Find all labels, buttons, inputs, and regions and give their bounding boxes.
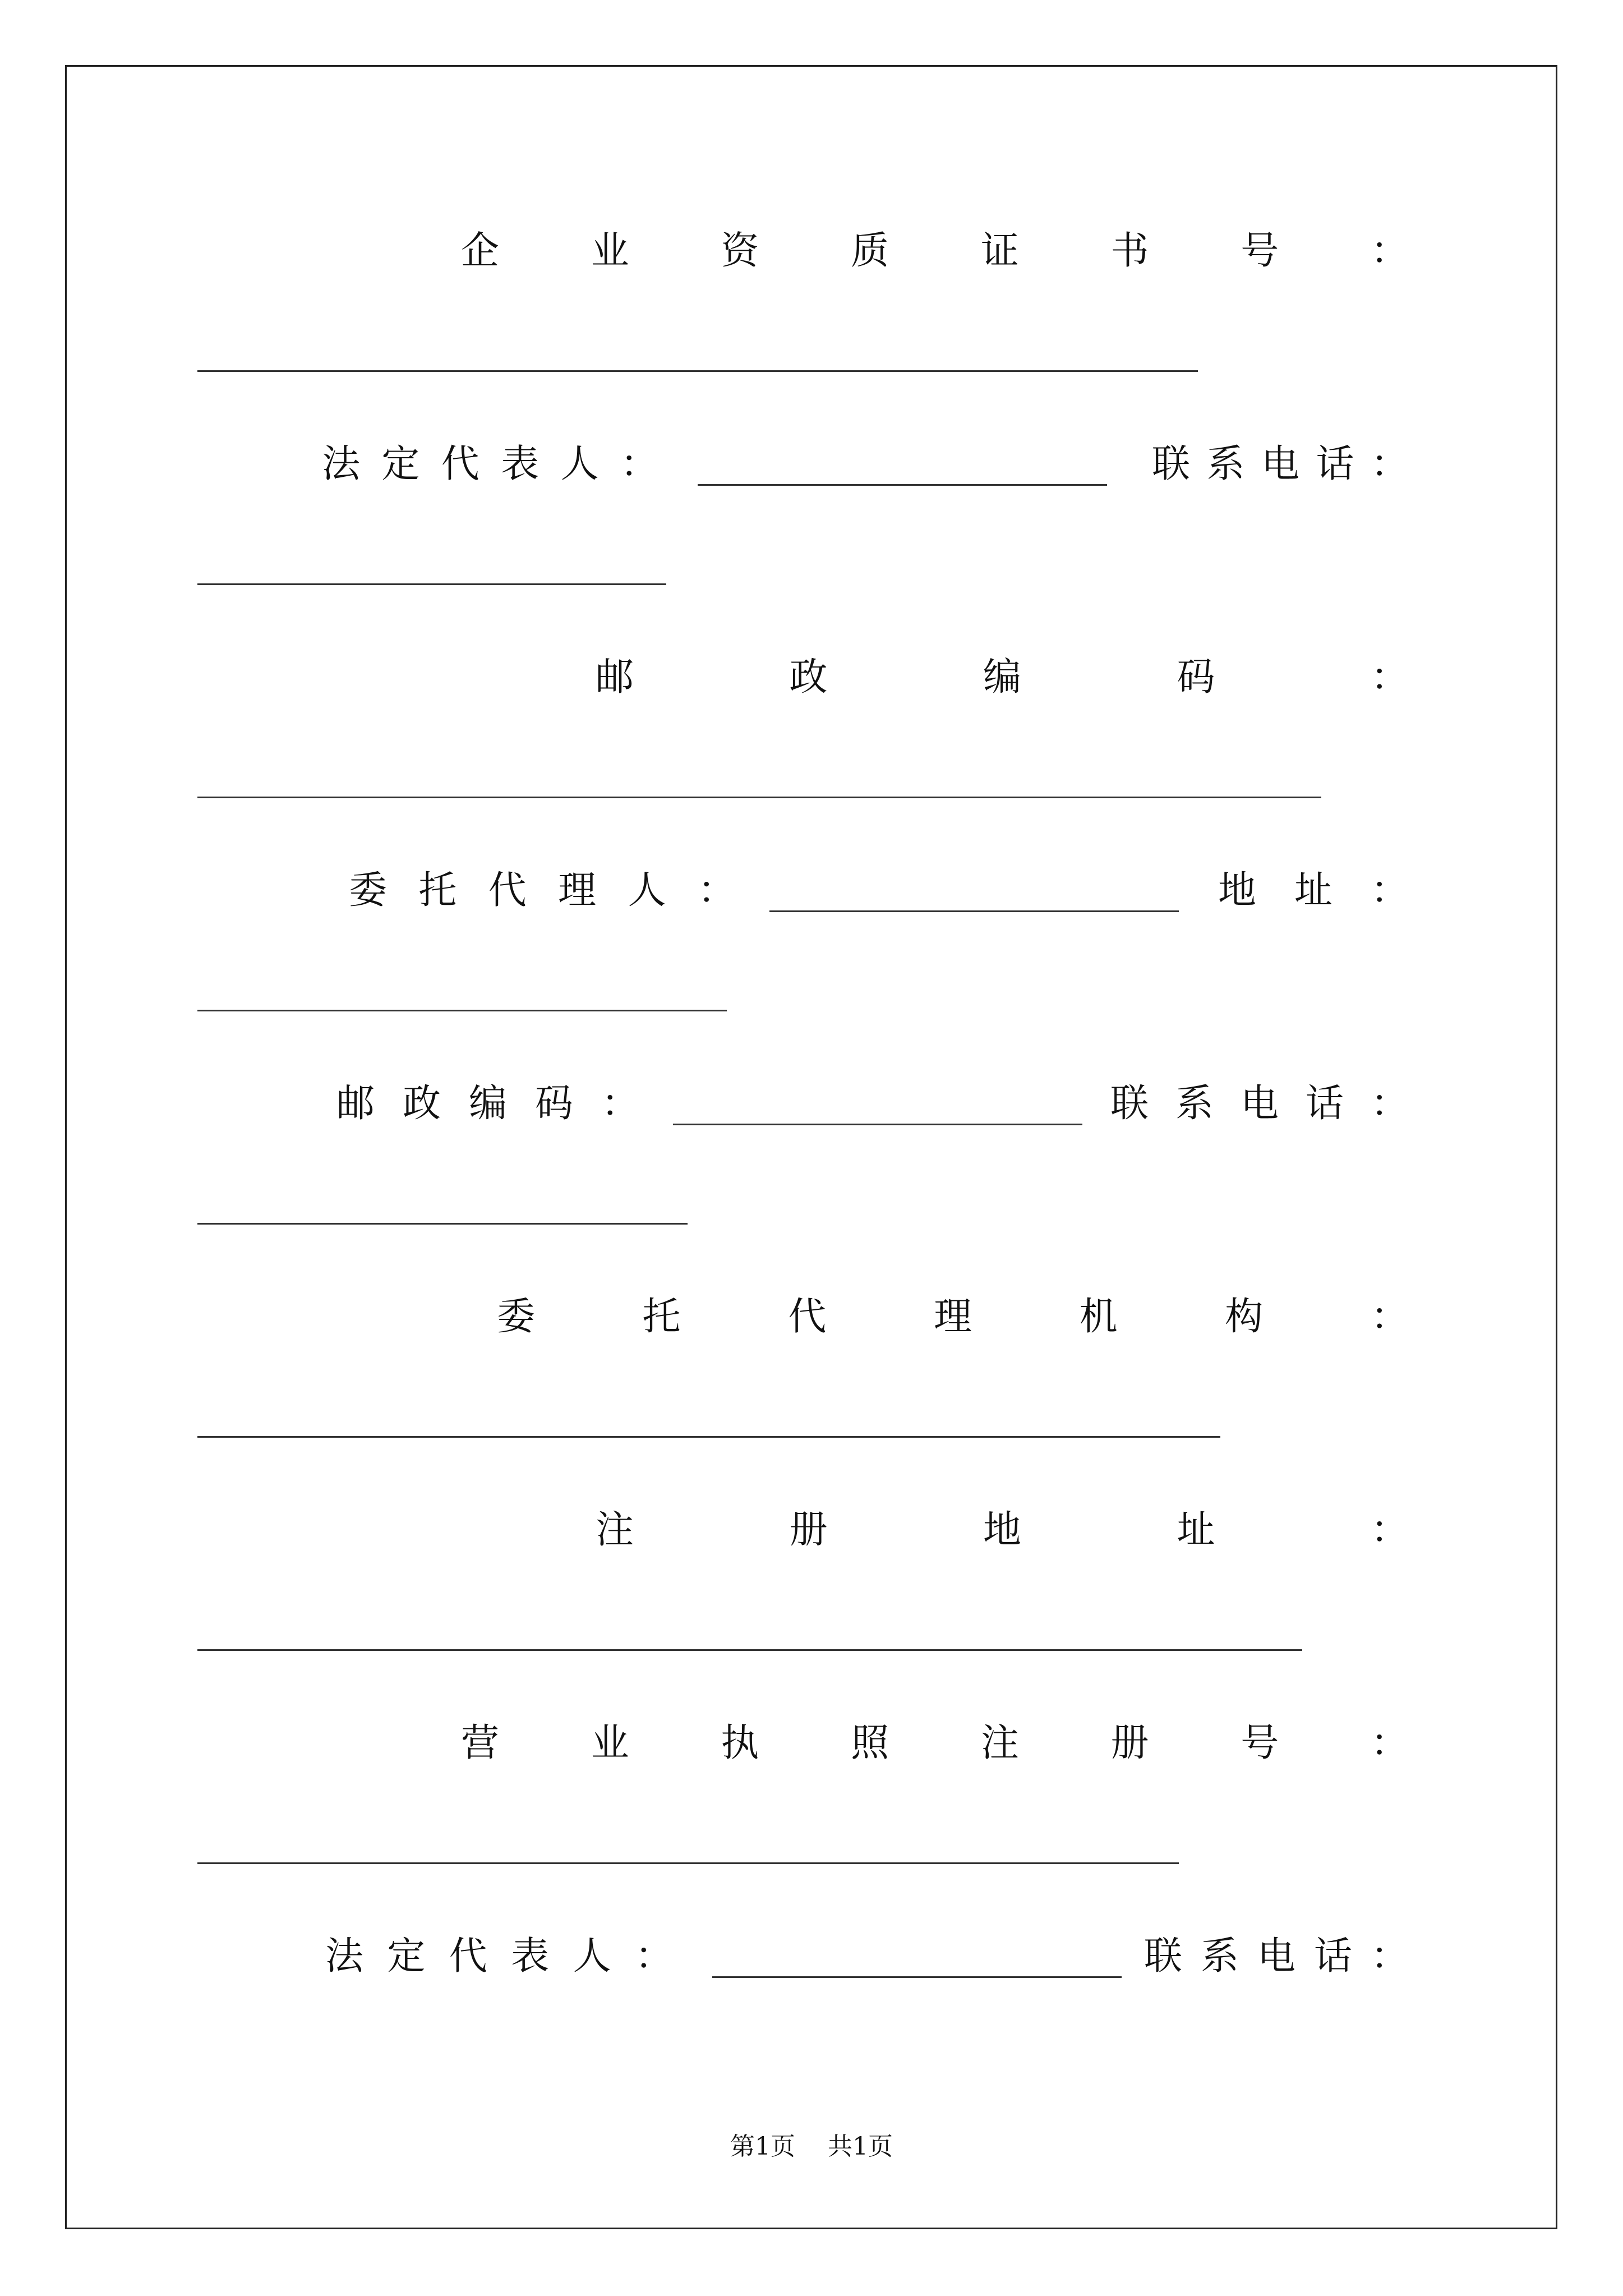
field-qualification-cert-no (197, 218, 1409, 285)
field-label: 企 业 资 质 证 书 号 ： (461, 229, 1409, 273)
page-footer (0, 2126, 1623, 2162)
blank-line[interactable] (197, 1436, 1220, 1438)
blank-line[interactable] (197, 583, 666, 585)
field-label: 邮 政 编 码 ： (336, 1082, 639, 1126)
blank-line[interactable] (197, 1649, 1302, 1651)
legal-rep-input[interactable] (698, 450, 1107, 486)
field-label: 委 托 代 理 人 ： (349, 868, 736, 913)
agent-input[interactable] (769, 877, 1179, 912)
field-label: 地 址 ： (1218, 868, 1409, 913)
page-number: 第1页 (730, 2132, 795, 2161)
blank-line[interactable] (197, 1223, 688, 1225)
field-label: 注 册 地 址 ： (596, 1508, 1409, 1552)
blank-line[interactable] (197, 797, 1321, 798)
page-total: 共1页 (828, 2132, 893, 2161)
field-label: 营 业 执 照 注 册 号 ： (461, 1721, 1409, 1765)
field-legal-rep (197, 431, 1409, 498)
field-label: 联 系 电 话 ： (1152, 442, 1409, 486)
field-agent (197, 857, 1409, 924)
field-label: 邮 政 编 码 ： (596, 655, 1409, 700)
field-registered-address (197, 1497, 1409, 1564)
field-postal-code-phone (197, 1070, 1409, 1138)
postal-code-input[interactable] (673, 1090, 1082, 1125)
field-postal-code (197, 644, 1409, 711)
blank-line[interactable] (197, 370, 1198, 372)
blank-line[interactable] (197, 1010, 727, 1011)
field-agency (197, 1283, 1409, 1351)
blank-line[interactable] (197, 1862, 1179, 1864)
field-legal-rep-2 (197, 1923, 1409, 1990)
field-label: 法 定 代 表 人 ： (325, 1934, 673, 1978)
field-label: 联 系 电 话 ： (1144, 1934, 1409, 1978)
legal-rep-input[interactable] (712, 1943, 1122, 1978)
page-border (65, 65, 1557, 2229)
field-business-license-no (197, 1710, 1409, 1777)
field-label: 法 定 代 表 人 ： (322, 442, 658, 486)
field-label: 委 托 代 理 机 构 ： (497, 1295, 1409, 1339)
field-label: 联 系 电 话 ： (1110, 1082, 1409, 1126)
